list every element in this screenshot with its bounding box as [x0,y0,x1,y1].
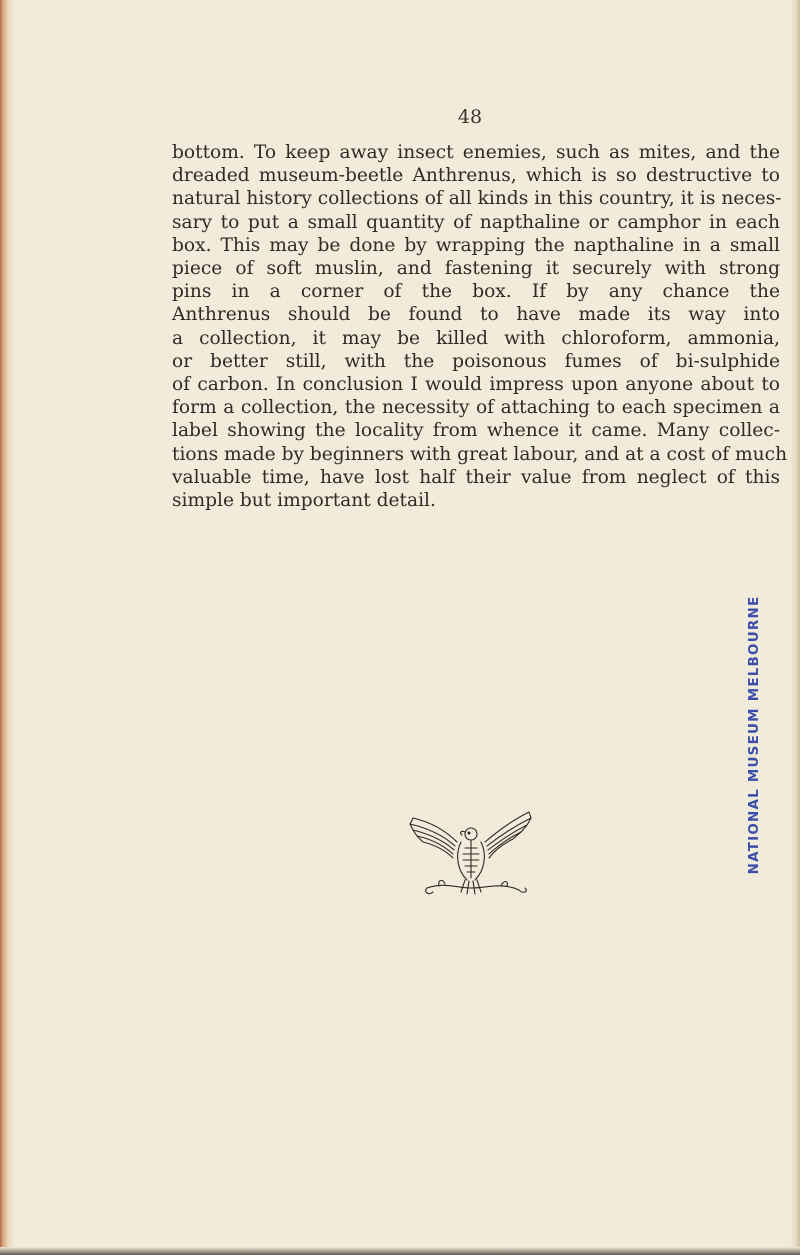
text-line: simple but important detail. [172,490,436,512]
text-line: label showing the locality from whence it came. Many collec- [172,420,780,442]
page-spine-edge [0,0,14,1255]
page-number: 48 [457,106,483,128]
text-line: form a collection, the necessity of attaching to each specimen a [172,397,780,419]
page-bottom-edge [0,1247,800,1255]
text-line: valuable time, have lost half their value from neglect of this [172,466,780,488]
text-line: pins in a corner of the box. If by any chance the [172,281,780,303]
text-line: Anthrenus should be found to have made its way into [172,304,780,326]
text-line: natural history collections of all kinds in this country, it is neces- [172,188,782,210]
text-line: box. This may be done by wrapping the napthaline in a small [172,234,780,256]
text-line: bottom. To keep away insect enemies, such as mites, and the [172,142,780,163]
page-right-edge [790,0,800,1255]
text-line: a collection, it may be killed with chloroform, ammonia, [172,327,780,349]
text-line: piece of soft muslin, and fastening it securely with strong [172,258,780,280]
text-line: tions made by beginners with great labour, and at a cost of much [172,443,788,465]
library-stamp [742,595,766,875]
text-line: sary to put a small quantity of napthaline or camphor in each [172,211,780,233]
eagle-ornament-icon [405,808,535,898]
body-paragraph [172,141,788,512]
text-line: of carbon. In conclusion I would impress upon anyone about to [172,374,780,396]
text-line: or better still, with the poisonous fumes of bi-sulphide [172,350,780,372]
text-line: dreaded museum-beetle Anthrenus, which is so destructive to [172,165,780,187]
library-stamp-text: NATIONAL MUSEUM MELBOURNE [746,595,762,875]
